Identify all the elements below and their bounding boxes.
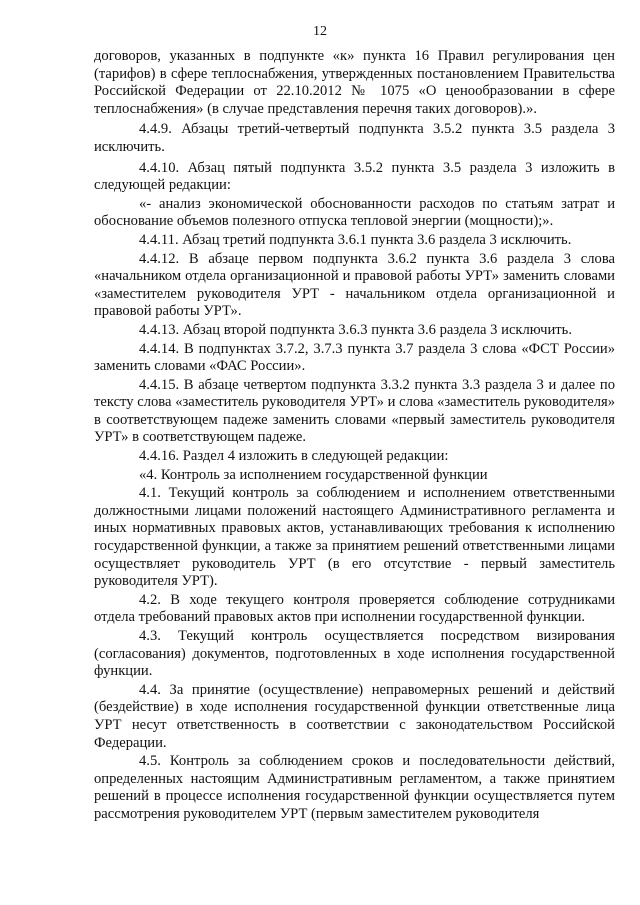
paragraph-4-4-10: 4.4.10. Абзац пятый подпункта 3.5.2 пункта 3.5 раздела 3 изложить в следующей редакции: <box>94 159 615 194</box>
paragraph-4-3: 4.3. Текущий контроль осуществляется посредством визирования (согласования) документов, подготовленных в ходе исполнения государственной функции. <box>94 628 615 680</box>
paragraph-4-4-13: 4.4.13. Абзац второй подпункта 3.6.3 пункта 3.6 раздела 3 исключить. <box>139 321 572 338</box>
paragraph-4-4-10-quote: «- анализ экономической обоснованности расходов по статьям затрат и обоснование объемов полезного отпуска тепловой энергии (мощности);». <box>94 195 615 230</box>
paragraph-4-4: 4.4. За принятие (осуществление) неправомерных решений и действий (бездействие) в ходе исполнения государственной функции ответственные лица УРТ несут ответственность в соответствии с законодательством Российской Федерации. <box>94 681 615 751</box>
paragraph-4-4-14: 4.4.14. В подпунктах 3.7.2, 3.7.3 пункта 3.7 раздела 3 слова «ФСТ России» заменить словами «ФАС России». <box>94 340 615 375</box>
paragraph-4-2: 4.2. В ходе текущего контроля проверяется соблюдение сотрудниками отдела требований правовых актов при исполнении государственной функции. <box>94 591 615 626</box>
paragraph-4-4-9: 4.4.9. Абзацы третий-четвертый подпункта 3.5.2 пункта 3.5 раздела 3 исключить. <box>94 121 615 155</box>
paragraph-4-4-11: 4.4.11. Абзац третий подпункта 3.6.1 пункта 3.6 раздела 3 исключить. <box>139 231 572 248</box>
paragraph-4-1: 4.1. Текущий контроль за соблюдением и исполнением ответственными должностными лицами положений настоящего Административного регламента и иных нормативных правовых актов, устанавливающих требования к исполнению государственной функции, а также за принятием решений ответственными лицами осуществляет руководитель УРТ (в его отсутствие - первый заместитель руководителя УРТ). <box>94 485 615 590</box>
paragraph-4-5: 4.5. Контроль за соблюдением сроков и последовательности действий, определенных настоящим Административным регламентом, а также принятием решений в процессе исполнения государственной функции осуществляется путем рассмотрения руководителем УРТ (первым заместителем руководителя <box>94 753 615 822</box>
document-body <box>94 48 615 824</box>
section-4-heading: «4. Контроль за исполнением государственной функции <box>139 466 488 483</box>
paragraph-4-4-16: 4.4.16. Раздел 4 изложить в следующей редакции: <box>139 448 449 465</box>
paragraph-4-4-15: 4.4.15. В абзаце четвертом подпункта 3.3.2 пункта 3.3 раздела 3 и далее по тексту слова «заместитель руководителя УРТ» и слова «заместитель руководителя» в соответствующем падеже заменить словами «первый заместитель руководителя УРТ» в соответствующем падеже. <box>94 376 615 446</box>
paragraph-continuation: договоров, указанных в подпункте «к» пункта 16 Правил регулирования цен (тарифов) в сфере теплоснабжения, утвержденных постановлением Правительства Российской Федерации от 22.10.2012 № 1075 «О ценообразовании в сфере теплоснабжения» (в случае представления перечня таких договоров).». <box>94 48 615 117</box>
paragraph-4-4-12: 4.4.12. В абзаце первом подпункта 3.6.2 пункта 3.6 раздела 3 слова «начальником отдела организационной и правовой работы УРТ» заменить словами «заместителем руководителя УРТ - начальником отдела организационной и правовой работы УРТ». <box>94 250 615 320</box>
page-number: 12 <box>313 24 327 39</box>
